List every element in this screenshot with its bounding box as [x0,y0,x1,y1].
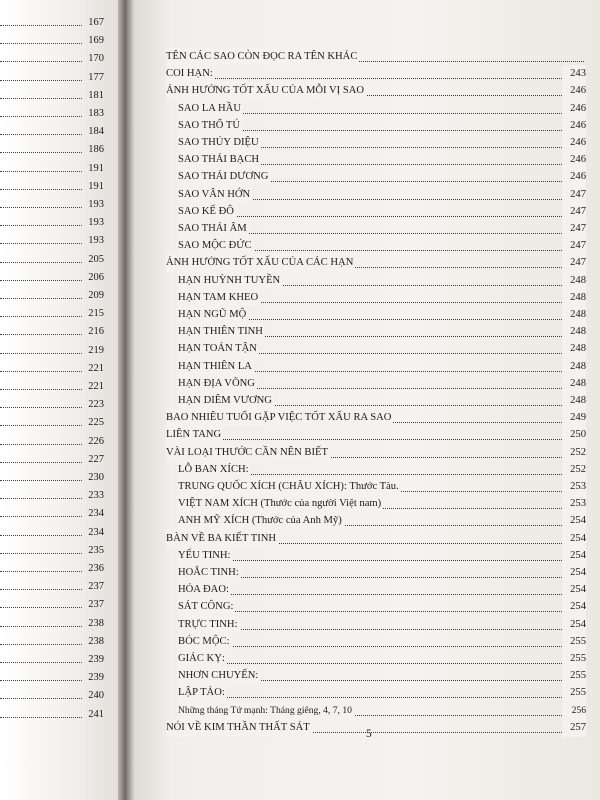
left-toc-row [0,216,104,230]
dot-leader [0,34,82,44]
toc-entry [134,375,600,393]
dot-leader [0,453,82,463]
left-page-ref: 215 [88,308,104,320]
left-toc-row [0,180,104,194]
left-page-ref: 236 [88,563,104,574]
toc-entry-title: SAO THỔ TÚ [178,117,242,135]
dot-leader [0,689,82,699]
toc-entry [134,323,600,341]
toc-entry-title: HẠN HUỲNH TUYỀN [178,272,282,290]
left-page-ref: 177 [88,71,104,83]
left-page-ref: 209 [88,290,104,301]
dot-leader [0,544,82,554]
toc-entry-title: SAO THÁI DƯƠNG [178,168,270,186]
toc-entry [134,426,600,444]
toc-entry-title: SÁT CÔNG: [178,598,235,616]
toc-entry-title: HẠN TAM KHEO [178,289,260,307]
toc-entry-page: 253 [562,478,586,496]
dot-leader [0,143,82,153]
left-toc-row [0,71,104,85]
dot-leader [0,125,82,135]
dot-leader [166,426,584,440]
left-page-ref: 240 [88,690,104,702]
toc-entry-title: BAO NHIÊU TUỔI GẶP VIỆC TỐT XẤU RA SAO [166,409,393,427]
dot-leader [0,653,82,663]
toc-entry-page: 255 [562,667,586,685]
toc-entry [134,530,600,548]
toc-entry [134,392,600,410]
left-page-ref: 181 [88,89,104,101]
toc-entry-title: HẠN THIÊN TINH [178,323,265,341]
dot-leader [0,71,82,81]
left-toc-row [0,380,104,394]
toc-entry [134,272,600,290]
right-page [134,0,600,800]
left-page-ref: 239 [88,654,104,665]
left-page-ref: 167 [88,17,104,28]
dot-leader [178,650,584,664]
dot-leader [0,162,82,172]
toc-entry-page: 248 [562,289,586,307]
toc-entry-page: 248 [562,358,586,376]
toc-entry-title: NHƠN CHUYẾN: [178,667,260,685]
toc-entry-title: ẢNH HƯỞNG TỐT XẤU CỦA CÁC HẠN [166,254,355,272]
left-page-ref: 241 [88,708,104,720]
dot-leader [0,253,82,263]
toc-entry-page: 246 [562,168,586,186]
toc-entry-page: 246 [562,100,586,118]
toc-entry-title: HẠN TOÁN TẬN [178,340,259,358]
toc-entry-title: COI HẠN: [166,65,215,83]
toc-entry-page: 253 [562,495,586,513]
toc-entry-page: 247 [562,254,586,272]
toc-entry-title: HỎA ĐAO: [178,581,231,599]
left-page-ref: 184 [88,126,104,138]
left-page-ref: 191 [88,180,104,192]
toc-entry-page: 246 [562,82,586,100]
toc-entry [134,289,600,307]
toc-entry [134,616,600,634]
left-toc-row [0,234,104,248]
toc-entry [134,306,600,324]
toc-entry-title: ANH MỸ XÍCH (Thước của Anh Mỹ) [178,512,344,530]
toc-entry-page: 246 [562,134,586,152]
toc-entry [134,340,600,358]
left-page-ref: 239 [88,672,104,684]
toc-entry-page: 246 [562,117,586,135]
left-page-ref: 230 [88,472,104,483]
toc-entry [134,633,600,651]
left-page-ref: 221 [88,381,104,392]
left-toc-row [0,16,104,30]
toc-entry [134,203,600,221]
toc-entry [134,564,600,582]
left-page-ref: 233 [88,490,104,502]
dot-leader [0,562,82,572]
toc-entry-page: 256 [562,702,586,720]
left-toc-row [0,253,104,267]
left-toc-row [0,34,104,48]
toc-entry-page: 254 [562,547,586,565]
left-page-ref: 191 [88,162,104,174]
toc-entry-title: Những tháng Tứ mạnh: Tháng giêng, 4, 7, 10 [178,702,354,720]
left-toc-row [0,471,104,485]
left-toc-row [0,617,104,631]
dot-leader [178,684,584,698]
toc-entry-page: 247 [562,220,586,238]
toc-entry-page: 254 [562,512,586,530]
left-toc-row [0,325,104,339]
toc-entry-title: SAO THỦY DIỆU [178,134,261,152]
left-page-ref: 223 [88,399,104,411]
toc-entry [134,444,600,462]
toc-entry-title: ẢNH HƯỞNG TỐT XẤU CỦA MỖI VỊ SAO [166,82,366,100]
left-page-ref: 169 [88,35,104,47]
toc-entry-page: 248 [562,392,586,410]
toc-entry [134,237,600,255]
left-page-ref: 216 [88,326,104,338]
dot-leader [0,416,82,426]
toc-entry [134,65,600,83]
dot-leader [0,617,82,627]
toc-entry-title: SAO LA HẦU [178,100,243,118]
dot-leader [178,633,584,647]
toc-entry-title: TRỰC TINH: [178,616,240,634]
toc-entry-title: TÊN CÁC SAO CÒN ĐỌC RA TÊN KHÁC [166,48,359,66]
left-toc-row [0,125,104,139]
left-toc-row [0,562,104,576]
left-page-ref: 205 [88,253,104,265]
dot-leader [178,203,584,217]
toc-entry-title: HẠN NGŨ MỘ [178,306,248,324]
left-page [0,0,118,800]
book-gutter [118,0,134,800]
toc-entry-page: 255 [562,684,586,702]
left-toc-row [0,289,104,303]
left-page-ref: 235 [88,544,104,556]
toc-entry [134,117,600,135]
dot-leader [0,708,82,718]
toc-entry-title: SAO THÁI ÂM [178,220,249,238]
left-toc-row [0,653,104,667]
left-page-ref: 237 [88,581,104,593]
dot-leader [0,471,82,481]
toc-entry [134,358,600,376]
toc-entry-page: 247 [562,186,586,204]
toc-entry [134,512,600,530]
left-page-ref: 238 [88,617,104,629]
toc-entry-title: SAO VÂN HỚN [178,186,252,204]
toc-entry-page: 250 [562,426,586,444]
toc-entry [134,48,600,66]
toc-entry-title: VÀI LOẠI THƯỚC CẦN NÊN BIẾT [166,444,330,462]
left-toc-row [0,143,104,157]
dot-leader [0,398,82,408]
toc-entry-page: 248 [562,272,586,290]
toc-entry-page: 246 [562,151,586,169]
toc-entry-title: LIÊN TANG [166,426,223,444]
toc-entry-title: LẬP TẢO: [178,684,227,702]
toc-entry-title: NÓI VỀ KIM THẦN THẤT SÁT [166,719,312,737]
dot-leader [0,380,82,390]
toc-entry-title: BÓC MỘC: [178,633,232,651]
toc-entry-title: BÀN VỀ BA KIẾT TINH [166,530,278,548]
dot-leader [0,234,82,244]
left-page-ref: 186 [88,144,104,156]
dot-leader [0,216,82,226]
dot-leader [178,581,584,595]
left-toc-row [0,416,104,430]
left-page-ref: 237 [88,599,104,611]
toc-entry-title: SAO THÁI BẠCH [178,151,261,169]
left-page-ref: 193 [88,235,104,247]
left-toc-row [0,453,104,467]
left-toc-row [0,198,104,212]
dot-leader [0,107,82,117]
dot-leader [0,435,82,445]
toc-entry [134,461,600,479]
toc-entry-title: HẠN DIÊM VƯƠNG [178,392,274,410]
toc-entry-title: HẠN ĐỊA VÕNG [178,375,257,393]
left-page-ref: 226 [88,435,104,447]
toc-entry [134,168,600,186]
toc-entry-title: HẠN THIÊN LA [178,358,254,376]
dot-leader [0,271,82,281]
toc-entry-page: 248 [562,340,586,358]
dot-leader [0,489,82,499]
left-page-ref: 221 [88,362,104,374]
toc-entry [134,581,600,599]
toc-entry-page: 257 [562,719,586,737]
dot-leader [0,198,82,208]
left-toc-row [0,544,104,558]
left-toc-row [0,307,104,321]
toc-entry [134,82,600,100]
left-toc-row [0,635,104,649]
toc-entry [134,409,600,427]
left-toc-row [0,52,104,66]
left-toc-row [0,271,104,285]
toc-entry-page: 255 [562,650,586,668]
toc-entry-title: LỖ BAN XÍCH: [178,461,251,479]
dot-leader [178,547,584,561]
left-page-ref: 193 [88,199,104,210]
left-toc-row [0,689,104,703]
toc-entry-title: YẾU TINH: [178,547,232,565]
dot-leader [0,89,82,99]
toc-entry [134,702,600,720]
dot-leader [0,671,82,681]
toc-entry [134,650,600,668]
toc-entry-page: 254 [562,598,586,616]
toc-entry-page: 243 [562,65,586,83]
toc-entry [134,254,600,272]
left-page-ref: 206 [88,271,104,283]
page-number: 5 [366,728,372,740]
dot-leader [178,598,584,612]
left-page-ref: 234 [88,508,104,520]
left-page-ref: 193 [88,217,104,229]
left-toc-row [0,89,104,103]
left-toc-row [0,362,104,376]
toc-entry [134,134,600,152]
toc-entry [134,598,600,616]
left-page-ref: 183 [88,108,104,119]
dot-leader [0,507,82,517]
left-toc-row [0,580,104,594]
toc-entry-page: 248 [562,323,586,341]
left-toc-row [0,107,104,121]
toc-entry [134,667,600,685]
toc-entry [134,684,600,702]
left-page-ref: 219 [88,344,104,356]
left-toc-row [0,344,104,358]
left-toc-row [0,671,104,685]
toc-entry [134,495,600,513]
toc-entry-title: VIỆT NAM XÍCH (Thước của người Việt nam) [178,495,383,513]
toc-entry-page: 248 [562,375,586,393]
toc-entry [134,547,600,565]
dot-leader [0,635,82,645]
toc-entry-page: 249 [562,409,586,427]
toc-entry [134,220,600,238]
toc-entry-title: TRUNG QUỐC XÍCH (CHÂU XÍCH): Thước Tàu. [178,478,401,496]
toc-entry-page: 252 [562,461,586,479]
toc-entry-page: 254 [562,530,586,548]
left-toc-row [0,435,104,449]
left-toc-row [0,398,104,412]
dot-leader [0,307,82,317]
dot-leader [0,325,82,335]
dot-leader [0,526,82,536]
dot-leader [0,52,82,62]
left-toc-row [0,507,104,521]
toc-entry-page: 254 [562,616,586,634]
left-toc-row [0,526,104,540]
left-page-ref: 238 [88,635,104,647]
toc-entry-title: SAO MỘC ĐỨC [178,237,254,255]
toc-entry-page: 248 [562,306,586,324]
left-page-ref: 225 [88,417,104,429]
toc-entry-title: GIÁC KỴ: [178,650,227,668]
left-toc-row [0,598,104,612]
toc-entry-page: 255 [562,633,586,651]
left-toc-row [0,489,104,503]
toc-entry-title: SAO KẾ ĐÔ [178,203,236,221]
toc-entry [134,100,600,118]
dot-leader [166,65,584,79]
left-page-ref: 234 [88,526,104,538]
left-page-ref: 170 [88,53,104,65]
toc-entry-page: 254 [562,581,586,599]
dot-leader [0,362,82,372]
toc-entry-page: 254 [562,564,586,582]
dot-leader [0,580,82,590]
dot-leader [0,598,82,608]
toc-entry-page: 247 [562,237,586,255]
toc-entry [134,478,600,496]
toc-entry-page: 247 [562,203,586,221]
left-page-ref: 227 [88,453,104,465]
dot-leader [0,344,82,354]
toc-entry-page: 252 [562,444,586,462]
dot-leader [0,289,82,299]
left-toc-row [0,162,104,176]
toc-entry-title: HOẮC TINH: [178,564,241,582]
dot-leader [0,16,82,26]
toc-entry [134,186,600,204]
dot-leader [0,180,82,190]
toc-entry [134,151,600,169]
left-toc-row [0,708,104,722]
